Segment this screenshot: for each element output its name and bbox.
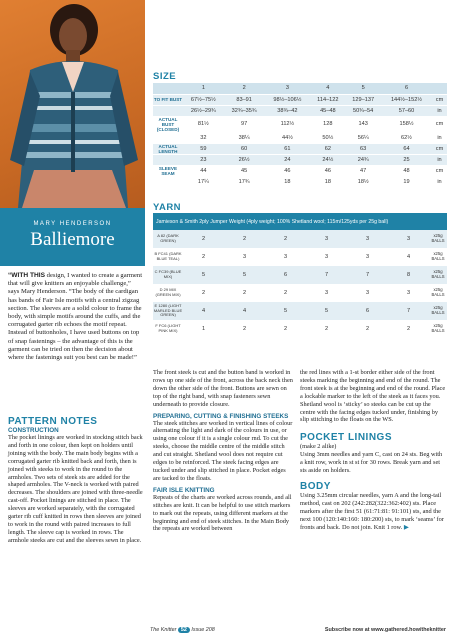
right-column	[300, 369, 446, 534]
yarn-cell: 2	[224, 230, 265, 248]
size-cell: 112½	[265, 116, 311, 132]
model-photo	[0, 0, 145, 208]
yarn-cell: 1	[201, 326, 206, 332]
unit: cm	[432, 116, 447, 132]
size-cell: 38¼	[224, 132, 265, 143]
steek-continued-text: the red lines with a 1-st border either side of the front steeks marking the beginning and end of the round. The front steek is at the beginning and end of the round. Place a lockable marker to the left of the steek as it faces you. Shetland wool is ‘sticky’ so steeks can be cut up the centre with the facing edges tucked under, finishing by slip stitching to the floats on the WS.	[300, 369, 446, 424]
size-cell: 128	[310, 116, 345, 132]
size-cell: 32¾–35¾	[224, 105, 265, 116]
unit: in	[432, 132, 447, 143]
yarn-cell: 2	[283, 326, 288, 332]
size-cell: 26½	[224, 154, 265, 165]
size-cell: 158½	[381, 116, 432, 132]
size-cell: 63	[345, 143, 381, 154]
size-col: 5	[345, 83, 381, 94]
yarn-cell: 3	[283, 254, 288, 260]
yarn-header: Jamieson & Smith 2ply Jumper Weight (4ply weight; 100% Shetland wool; 115m/125yds per 25g ball)	[153, 213, 447, 230]
yarn-unit: x25g BALLS	[431, 287, 445, 297]
size-cell: 114–122	[310, 94, 345, 105]
pattern-notes-column	[8, 416, 144, 547]
size-cell: 17¼	[183, 176, 224, 187]
row-label: ACTUAL BUST (CLOSED)	[153, 116, 183, 132]
size-row	[153, 116, 447, 132]
yarn-row	[153, 284, 447, 302]
yarn-colour-label: C FC39 (BLUE MIX)	[153, 266, 183, 284]
yarn-cell: 6	[347, 302, 388, 320]
size-col: 2	[224, 83, 265, 94]
row-label	[153, 105, 183, 116]
steeks-text: The steek stitches are worked in vertical lines of colour alternating the light and dark of the colours in use, or using one colour if it is a single colour rnd. To cut the steeks, choose the middle centre of the middle stitch and cut straight. Shetland wool does not require cut edges to be reinforced. The steek facing edges are tucked under and slip stitched in place. Pocket edges are tacked to the floats.	[153, 419, 293, 482]
yarn-cell: 2	[201, 290, 206, 296]
yarn-cell: 3	[324, 290, 329, 296]
size-row	[153, 143, 447, 154]
yarn-row	[153, 266, 447, 284]
yarn-cell: 2	[265, 230, 306, 248]
yarn-cell: 2	[283, 290, 288, 296]
yarn-colour-label: D 29 MIX (GREEN MIX)	[155, 287, 181, 297]
pattern-title: Balliemore	[30, 229, 115, 250]
yarn-cell: 5	[183, 266, 224, 284]
size-cell: 59	[183, 143, 224, 154]
size-cell: 19	[381, 176, 432, 187]
size-col: 3	[265, 83, 311, 94]
yarn-table	[153, 213, 447, 338]
title-banner	[0, 208, 145, 266]
size-cell: 62	[310, 143, 345, 154]
yarn-colour-label: F FC6 (LIGHT PINK MIX)	[155, 323, 181, 333]
unit: in	[432, 105, 447, 116]
size-cell: 61	[265, 143, 311, 154]
size-cell: 47	[345, 165, 381, 176]
page-footer	[150, 627, 446, 633]
unit: in	[432, 176, 447, 187]
body-instructions: Using 3.25mm circular needles, yarn A and the long-tail method, cast on 202 (242:282(322:362:402) sts. Place markers after the first 51 (61:71:81: 91:101) sts, and the next 100 (120:140:160: 180:200) sts, to mark ‘seams’ for fronts and back. Do not join. Knit 1 row.	[300, 491, 444, 531]
yarn-row	[153, 302, 447, 320]
yarn-unit: x25g BALLS	[429, 302, 447, 320]
row-label: SLEEVE SEAM	[153, 165, 183, 176]
size-row	[153, 176, 447, 187]
size-cell: 50½	[310, 132, 345, 143]
yarn-row	[153, 320, 447, 338]
size-cell: 129–137	[345, 94, 381, 105]
size-cell: 62½	[381, 132, 432, 143]
yarn-cell: 2	[406, 326, 411, 332]
yarn-row	[153, 230, 447, 248]
yarn-cell: 2	[324, 326, 329, 332]
size-cell: 24	[265, 154, 311, 165]
size-row	[153, 165, 447, 176]
steeks-heading: PREPARING, CUTTING & FINISHING STEEKS	[153, 412, 289, 420]
fair-isle-heading: FAIR ISLE KNITTING	[153, 486, 215, 494]
yarn-cell: 2	[242, 326, 247, 332]
body-heading: BODY	[300, 480, 331, 492]
yarn-colour-label: A 82 (DARK GREEN)	[153, 230, 183, 248]
continue-arrow-icon: ▶	[403, 523, 409, 531]
row-label: TO FIT BUST	[153, 94, 183, 105]
yarn-cell: 7	[388, 302, 429, 320]
yarn-cell: 5	[224, 266, 265, 284]
yarn-unit: x25g BALLS	[431, 323, 445, 333]
size-cell: 64	[381, 143, 432, 154]
yarn-cell: 3	[242, 254, 247, 260]
yarn-cell: 2	[183, 230, 224, 248]
yarn-cell: 3	[347, 230, 388, 248]
size-cell: 38¾–42	[265, 105, 311, 116]
size-cell: 50¾–54	[345, 105, 381, 116]
button-band-text: The front steek is cut and the button band is worked in rows up one side of the front, across the back neck then down the other side of the front. Buttons are sewn on top of the right band, with snap fasteners sewn underneath to provide closure.	[153, 369, 293, 408]
pocket-linings-sub: (make 2 alike)	[300, 443, 337, 451]
size-col: 4	[310, 83, 345, 94]
size-cell: 18	[265, 176, 311, 187]
size-cell: 67½–75½	[183, 94, 224, 105]
construction-text: The pocket linings are worked in stocking stitch back and forth in one colour, then kept on holders until joining with the body. The main body begins with a corrugated garter rib knitted back and forth, then is joined with steeks to work in the round to the armholes. Two sets of steek sts are added for the shaped armholes. The V-neck is worked with paired decreases. The shoulders are joined with three-needle cast-off. Pocket linings are stitched in place. The sleeves are worked separately, with the corrugated garter rib cuff knitted in rows then sleeves are joined to work in the round with paired increases to full length. The sleeve cap is worked in rows. The armhole steeks are cut and the sleeves sewn in place.	[8, 434, 143, 544]
yarn-cell: 3	[324, 254, 329, 260]
yarn-header-row	[153, 213, 447, 230]
unit: cm	[432, 143, 447, 154]
row-label	[153, 154, 183, 165]
size-cell: 83–91	[224, 94, 265, 105]
size-cell: 45	[224, 165, 265, 176]
size-col: 6	[381, 83, 432, 94]
yarn-unit: x25g BALLS	[429, 230, 447, 248]
size-header-row	[153, 83, 447, 94]
size-cell: 44½	[265, 132, 311, 143]
size-row	[153, 154, 447, 165]
size-cell: 56¼	[345, 132, 381, 143]
yarn-cell: 3	[365, 290, 370, 296]
unit: cm	[432, 94, 447, 105]
intro-paragraph	[8, 272, 143, 362]
size-cell: 24¾	[345, 154, 381, 165]
size-cell: 48	[381, 165, 432, 176]
construction-heading: CONSTRUCTION	[8, 427, 59, 434]
size-cell: 81½	[183, 116, 224, 132]
size-cell: 32	[183, 132, 224, 143]
yarn-cell: 6	[265, 266, 306, 284]
yarn-row	[153, 248, 447, 266]
page-number: 52	[178, 627, 190, 633]
size-cell: 18	[310, 176, 345, 187]
designer-name: MARY HENDERSON	[33, 221, 112, 227]
row-label: ACTUAL LENGTH	[153, 143, 183, 154]
intro-lead: “WITH THIS	[8, 272, 45, 279]
magazine-name: The Knitter	[150, 627, 177, 633]
pocket-linings-heading: POCKET LININGS	[300, 432, 393, 444]
yarn-cell: 3	[306, 230, 347, 248]
size-cell: 45–48	[310, 105, 345, 116]
size-cell: 46	[310, 165, 345, 176]
yarn-cell: 8	[388, 266, 429, 284]
yarn-colour-label: E 1280 (LIGHT MARLED BLUE GREEN)	[153, 302, 183, 320]
yarn-cell: 3	[365, 254, 370, 260]
size-cell: 98½–106½	[265, 94, 311, 105]
size-cell: 57–60	[381, 105, 432, 116]
yarn-cell: 5	[306, 302, 347, 320]
size-cell: 143	[345, 116, 381, 132]
size-cell: 23	[183, 154, 224, 165]
size-cell: 25	[381, 154, 432, 165]
size-cell: 44	[183, 165, 224, 176]
pocket-linings-text: Using 3mm needles and yarn C, cast on 24 sts. Beg with a knit row, work in st st for 30 rows. Break yarn and set sts aside on holders.	[300, 451, 443, 475]
pattern-notes-heading: PATTERN NOTES	[8, 416, 98, 427]
yarn-heading: YARN	[153, 202, 182, 213]
row-label	[153, 176, 183, 187]
yarn-cell: 2	[242, 290, 247, 296]
size-col: 1	[183, 83, 224, 94]
yarn-cell: 2	[365, 326, 370, 332]
size-cell: 97	[224, 116, 265, 132]
size-cell: 26½–29¾	[183, 105, 224, 116]
yarn-cell: 3	[406, 290, 411, 296]
yarn-cell: 5	[265, 302, 306, 320]
yarn-cell: 2	[201, 254, 206, 260]
yarn-unit: x25g BALLS	[431, 251, 445, 261]
size-cell: 18½	[345, 176, 381, 187]
yarn-cell: 4	[183, 302, 224, 320]
size-cell: 46	[265, 165, 311, 176]
size-row	[153, 132, 447, 143]
yarn-cell: 4	[406, 254, 411, 260]
intro-text: design, I wanted to create a garment that will give knitters an enjoyable challenge,” says Mary Henderson. “The body of the cardigan has bands of Fair Isle motifs with a central zigzag section. The sleeves are a solid colour to frame the body, with simple motifs around the cuffs, and the corrugated garter rib echoes the motif repeat. Instead of buttonholes, I have used buttons on top of snap fastenings – the advantage of this is the garment can be tried on then the decision about where the fastenings suit you best can be made!”	[8, 272, 143, 362]
yarn-colour-label: B FC41 (DARK BLUE TEAL)	[154, 251, 182, 261]
yarn-cell: 7	[306, 266, 347, 284]
fair-isle-text: Repeats of the charts are worked across rounds, and all stitches are knit. It can be helpful to use stitch markers to mark out the repeats, using different markers at the beginning and end of steek stitches. In the Main Body the repeats are worked between	[153, 493, 292, 533]
row-label	[153, 132, 183, 143]
size-table	[153, 83, 447, 188]
size-heading: SIZE	[153, 71, 177, 82]
size-cell: 144½–152½	[381, 94, 432, 105]
size-cell: 24½	[310, 154, 345, 165]
unit: in	[432, 154, 447, 165]
size-row	[153, 94, 447, 105]
size-cell: 17¾	[224, 176, 265, 187]
yarn-cell: 7	[347, 266, 388, 284]
size-cell: 60	[224, 143, 265, 154]
issue-number: Issue 208	[191, 627, 215, 633]
unit: cm	[432, 165, 447, 176]
yarn-cell: 4	[224, 302, 265, 320]
yarn-cell: 3	[388, 230, 429, 248]
body-text	[300, 492, 446, 532]
subscribe-link[interactable]: Subscribe now at www.gathered.how/theknitter	[324, 627, 446, 633]
middle-column	[153, 369, 293, 535]
size-row	[153, 105, 447, 116]
yarn-unit: x25g BALLS	[429, 266, 447, 284]
